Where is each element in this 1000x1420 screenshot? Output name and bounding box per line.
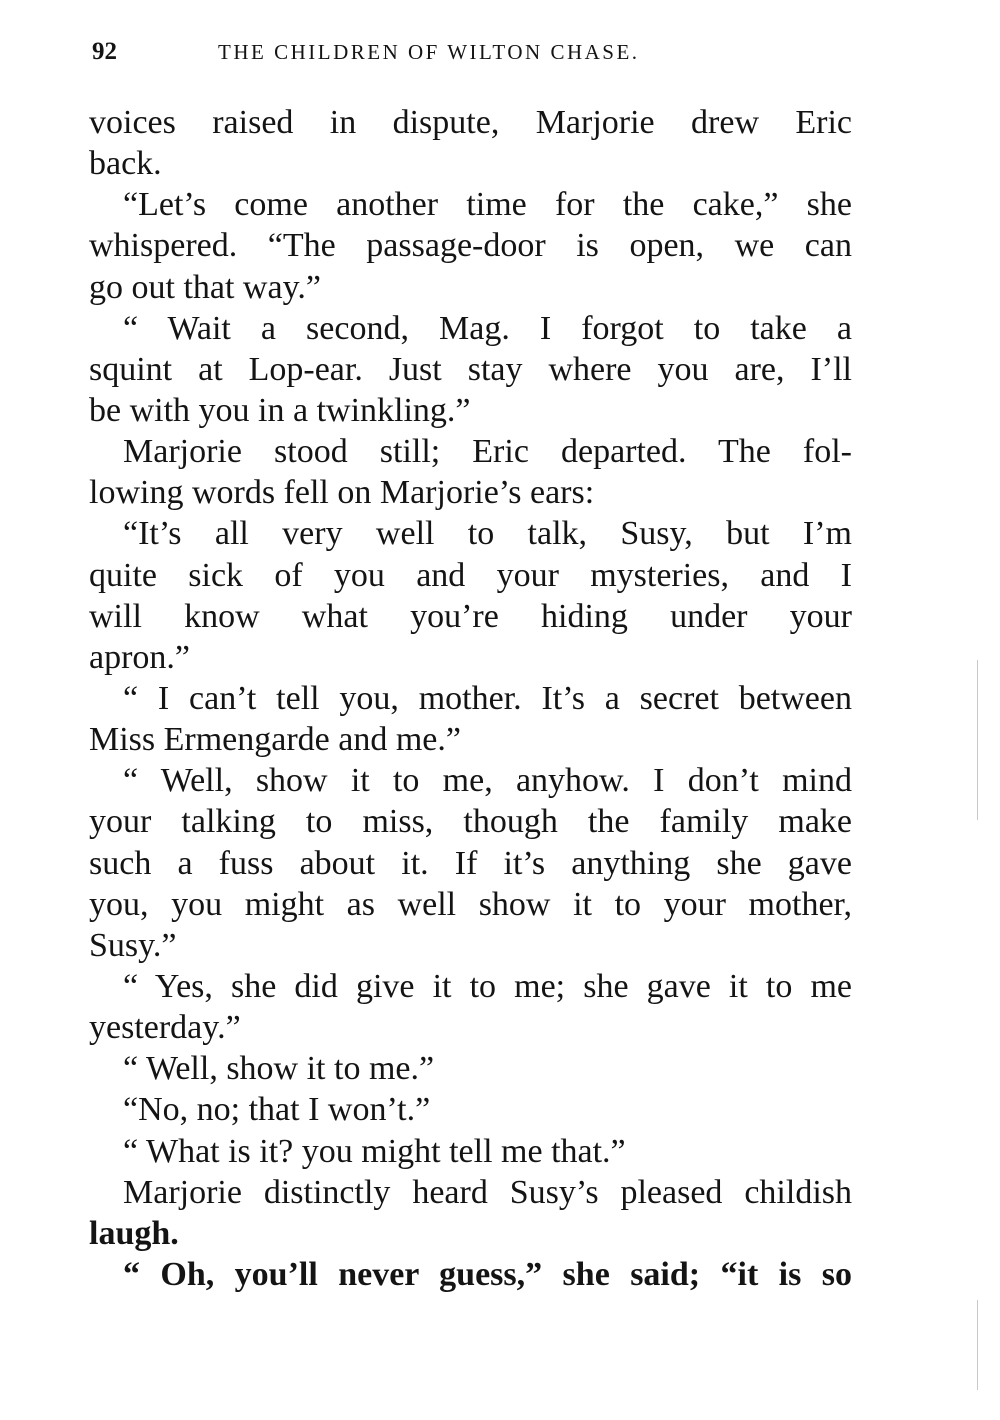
text-line: “ Wait a second, Mag. I forgot to take a — [123, 309, 852, 347]
text-line: whispered. “The passage-door is open, we can — [89, 227, 852, 265]
text-line: “ Well, show it to me.” — [123, 1050, 435, 1088]
text-line: go out that way.” — [89, 268, 321, 306]
text-line: “ What is it? you might tell me that.” — [123, 1132, 626, 1170]
text-line: such a fuss about it. If it’s anything she gave — [89, 844, 852, 882]
page-header — [92, 38, 852, 78]
text-line: “ I can’t tell you, mother. It’s a secret between — [123, 679, 852, 717]
text-line: “ Well, show it to me, anyhow. I don’t mind — [123, 762, 852, 800]
text-line: “No, no; that I won’t.” — [123, 1091, 431, 1129]
text-line: quite sick of you and your mysteries, and I — [89, 556, 852, 594]
text-line: “ Oh, you’ll never guess,” she said; “it is so — [123, 1255, 852, 1293]
text-line: your talking to miss, though the family make — [89, 803, 852, 841]
text-line: “Let’s come another time for the cake,” she — [123, 186, 852, 224]
page-number: 92 — [92, 38, 117, 65]
scan-edge-mark — [977, 1300, 978, 1390]
text-line: back. — [89, 145, 162, 183]
text-line: squint at Lop-ear. Just stay where you are, I’ll — [89, 350, 852, 388]
text-line: will know what you’re hiding under your — [89, 597, 852, 635]
text-line: be with you in a twinkling.” — [89, 391, 471, 429]
running-title: THE CHILDREN OF WILTON CHASE. — [218, 40, 640, 64]
body-text — [89, 102, 852, 1295]
text-line: yesterday.” — [89, 1009, 241, 1047]
text-line: apron.” — [89, 638, 191, 676]
text-line: Marjorie distinctly heard Susy’s pleased childish — [123, 1173, 852, 1211]
text-line: “ Yes, she did give it to me; she gave it to me — [123, 967, 852, 1005]
text-line: laugh. — [89, 1214, 179, 1252]
text-line: Miss Ermengarde and me.” — [89, 721, 461, 759]
text-line: Marjorie stood still; Eric departed. The fol- — [123, 433, 852, 471]
text-line: “It’s all very well to talk, Susy, but I’m — [123, 515, 852, 553]
text-line: you, you might as well show it to your mother, — [89, 885, 852, 923]
text-line: Susy.” — [89, 926, 177, 964]
text-line: voices raised in dispute, Marjorie drew Eric — [89, 104, 852, 141]
text-line: lowing words fell on Marjorie’s ears: — [89, 474, 595, 512]
scan-edge-mark — [977, 660, 978, 820]
